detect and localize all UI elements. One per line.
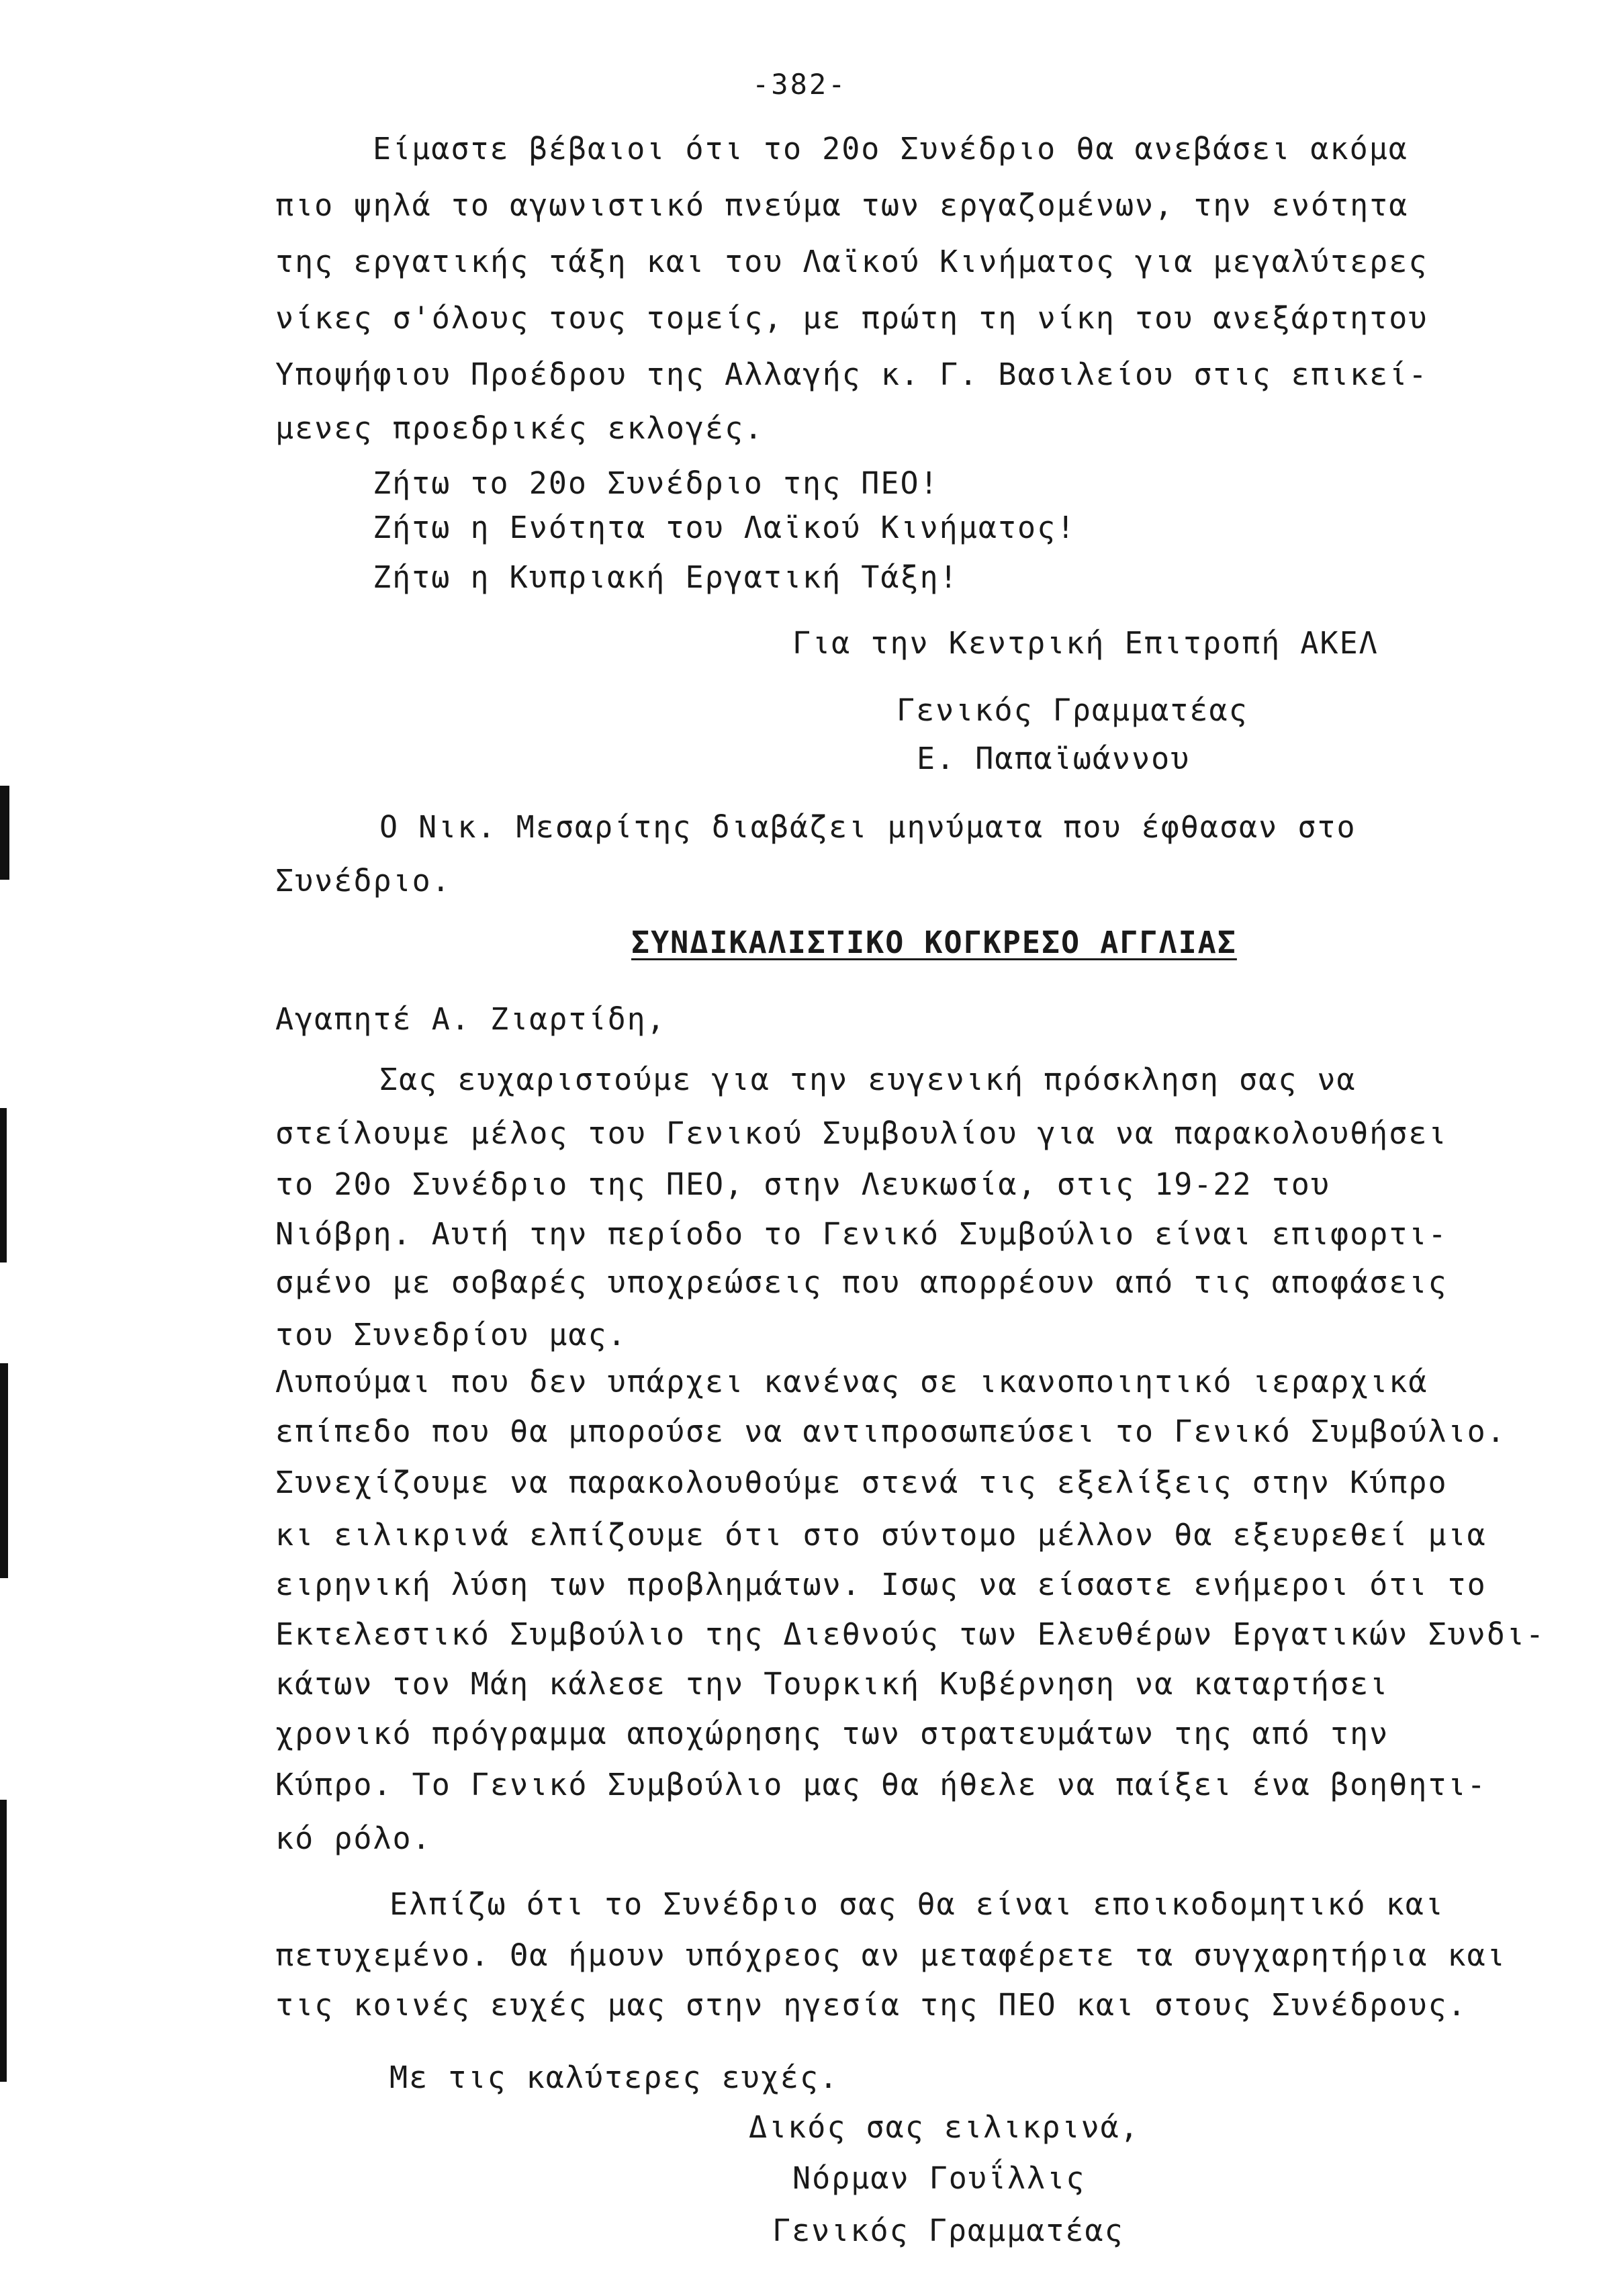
body-line: Νιόβρη. Αυτή την περίοδο το Γενικό Συμβούλιο είναι επιφορτι- bbox=[275, 1216, 1448, 1252]
signature-organization: Για την Κεντρική Επιτροπή ΑΚΕΛ bbox=[792, 625, 1379, 661]
closing: Με τις καλύτερες ευχές. bbox=[389, 2060, 839, 2095]
body-line: επίπεδο που θα μπορούσε να αντιπροσωπεύσει το Γενικό Συμβούλιο. bbox=[275, 1414, 1506, 1449]
body-line: Ελπίζω ότι το Συνέδριο σας θα είναι εποικοδομητικό και bbox=[389, 1886, 1444, 1922]
body-line: σμένο με σοβαρές υποχρεώσεις που απορρέουν από τις αποφάσεις bbox=[275, 1265, 1448, 1300]
body-line: Λυπούμαι που δεν υπάρχει κανένας σε ικανοποιητικό ιεραρχικά bbox=[275, 1364, 1428, 1399]
body-line: Εκτελεστικό Συμβούλιο της Διεθνούς των Ελευθέρων Εργατικών Συνδι- bbox=[275, 1616, 1545, 1652]
scan-edge-mark bbox=[0, 1363, 8, 1578]
body-line: Σας ευχαριστούμε για την ευγενική πρόσκληση σας να bbox=[379, 1062, 1357, 1097]
intro-line: νίκες σ'όλους τους τομείς, με πρώτη τη νίκη του ανεξάρτητου bbox=[275, 300, 1428, 336]
page-number: -382- bbox=[752, 68, 847, 101]
signature-name: Ε. Παπαϊωάννου bbox=[917, 741, 1191, 776]
body-line: το 20ο Συνέδριο της ΠΕΟ, στην Λευκωσία, στις 19-22 του bbox=[275, 1166, 1330, 1202]
signature-name: Νόρμαν Γουΐλλις bbox=[792, 2160, 1086, 2196]
intro-line: πιο ψηλά το αγωνιστικό πνεύμα των εργαζομένων, την ενότητα bbox=[275, 187, 1409, 223]
body-line: πετυχεμένο. Θα ήμουν υπόχρεος αν μεταφέρετε τα συγχαρητήρια και bbox=[275, 1937, 1506, 1973]
body-line: κό ρόλο. bbox=[275, 1821, 432, 1856]
signature-title: Γενικός Γραμματέας bbox=[897, 692, 1248, 728]
signature-title: Γενικός Γραμματέας bbox=[772, 2213, 1124, 2248]
body-line: κι ειλικρινά ελπίζουμε ότι στο σύντομο μέλλον θα εξευρεθεί μια bbox=[275, 1517, 1487, 1553]
intro-line: Υποψήφιου Προέδρου της Αλλαγής κ. Γ. Βασιλείου στις επικεί- bbox=[275, 357, 1428, 392]
scan-edge-mark bbox=[0, 1108, 7, 1262]
salutation: Αγαπητέ Α. Ζιαρτίδη, bbox=[275, 1001, 666, 1037]
body-line: στείλουμε μέλος του Γενικού Συμβουλίου για να παρακολουθήσει bbox=[275, 1115, 1448, 1151]
body-line: χρονικό πρόγραμμα αποχώρησης των στρατευμάτων της από την bbox=[275, 1716, 1389, 1751]
body-line: ειρηνική λύση των προβλημάτων. Ισως να είσαστε ενήμεροι ότι το bbox=[275, 1567, 1487, 1602]
intro-line: Είμαστε βέβαιοι ότι το 20ο Συνέδριο θα ανεβάσει ακόμα bbox=[373, 131, 1408, 167]
body-line: κάτων τον Μάη κάλεσε την Τουρκική Κυβέρνηση να καταρτήσει bbox=[275, 1666, 1389, 1702]
intro-line: της εργατικής τάξη και του Λαϊκού Κινήματος για μεγαλύτερες bbox=[275, 244, 1428, 279]
slogan: Ζήτω η Κυπριακή Εργατική Τάξη! bbox=[373, 559, 959, 595]
message-heading: ΣΥΝΔΙΚΑΛΙΣΤΙΚΟ ΚΟΓΚΡΕΣΟ ΑΓΓΛΙΑΣ bbox=[631, 925, 1237, 960]
body-line: Συνεχίζουμε να παρακολουθούμε στενά τις εξελίξεις στην Κύπρο bbox=[275, 1465, 1448, 1500]
body-line: του Συνεδρίου μας. bbox=[275, 1317, 627, 1352]
scan-edge-mark bbox=[0, 1800, 7, 2082]
signature-sincerely: Δικός σας ειλικρινά, bbox=[749, 2109, 1140, 2145]
body-line: τις κοινές ευχές μας στην ηγεσία της ΠΕΟ και στους Συνέδρους. bbox=[275, 1987, 1467, 2023]
slogan: Ζήτω η Ενότητα του Λαϊκού Κινήματος! bbox=[373, 510, 1076, 545]
reading-note-line: Συνέδριο. bbox=[275, 863, 451, 899]
slogan: Ζήτω το 20ο Συνέδριο της ΠΕΟ! bbox=[373, 465, 939, 501]
scan-edge-mark bbox=[0, 786, 9, 880]
intro-line: μενες προεδρικές εκλογές. bbox=[275, 410, 764, 446]
body-line: Κύπρο. Το Γενικό Συμβούλιο μας θα ήθελε να παίξει ένα βοηθητι- bbox=[275, 1767, 1487, 1802]
reading-note-line: Ο Νικ. Μεσαρίτης διαβάζει μηνύματα που έφθασαν στο bbox=[379, 809, 1357, 845]
